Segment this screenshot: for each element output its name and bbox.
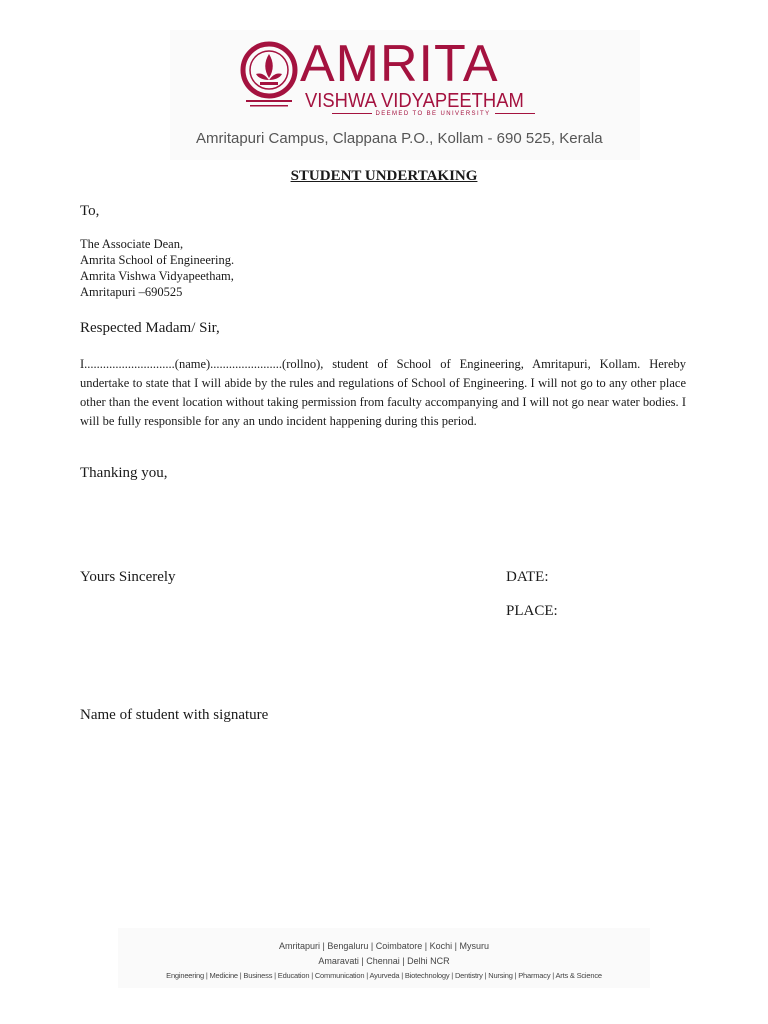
footer-campuses-secondary: Amaravati | Chennai | Delhi NCR [318,956,450,966]
footer-campuses: Amritapuri | Bengaluru | Coimbatore | Kochi | Mysuru [279,941,489,951]
thanks-line: Thanking you, [80,465,168,481]
signature-label: Name of student with signature [80,707,269,723]
university-name: AMRITA [300,35,499,93]
closing-line: Yours Sincerely [80,569,176,585]
footer-disciplines: Engineering | Medicine | Business | Education | Communication | Ayurveda | Biotechnology | Dentistry | Nursing | Pharmacy | Arts & Science [166,971,602,980]
address-line: Amrita Vishwa Vidyapeetham, [80,269,234,283]
lotus-emblem-icon [238,40,300,112]
university-subtitle: VISHWA VIDYAPEETHAM [305,90,524,112]
campus-address: Amritapuri Campus, Clappana P.O., Kollam - 690 525, Kerala [196,130,603,147]
address-line: The Associate Dean, [80,237,184,251]
recipient-address [80,236,234,300]
salutation-to: To, [80,203,100,219]
document-title: STUDENT UNDERTAKING [290,168,478,184]
place-label: PLACE: [506,603,558,619]
address-line: Amrita School of Engineering. [80,253,235,267]
university-tagline: DEEMED TO BE UNIVERSITY [318,110,548,118]
greeting: Respected Madam/ Sir, [80,320,220,336]
undertaking-body: I.............................(name).......................(rollno), student of School of Engineering, Amritapuri, Kollam. Hereby undertake to state that I will abide by the rules and regulations of School of Engineering. I will not go to any other place other than the event location without taking permission from faculty accompanying and I will not go near water bodies. I will be fully responsible for any an undo incident happening during this period. [80,357,686,428]
date-label: DATE: [506,569,549,585]
address-line: Amritapuri –690525 [80,285,183,299]
